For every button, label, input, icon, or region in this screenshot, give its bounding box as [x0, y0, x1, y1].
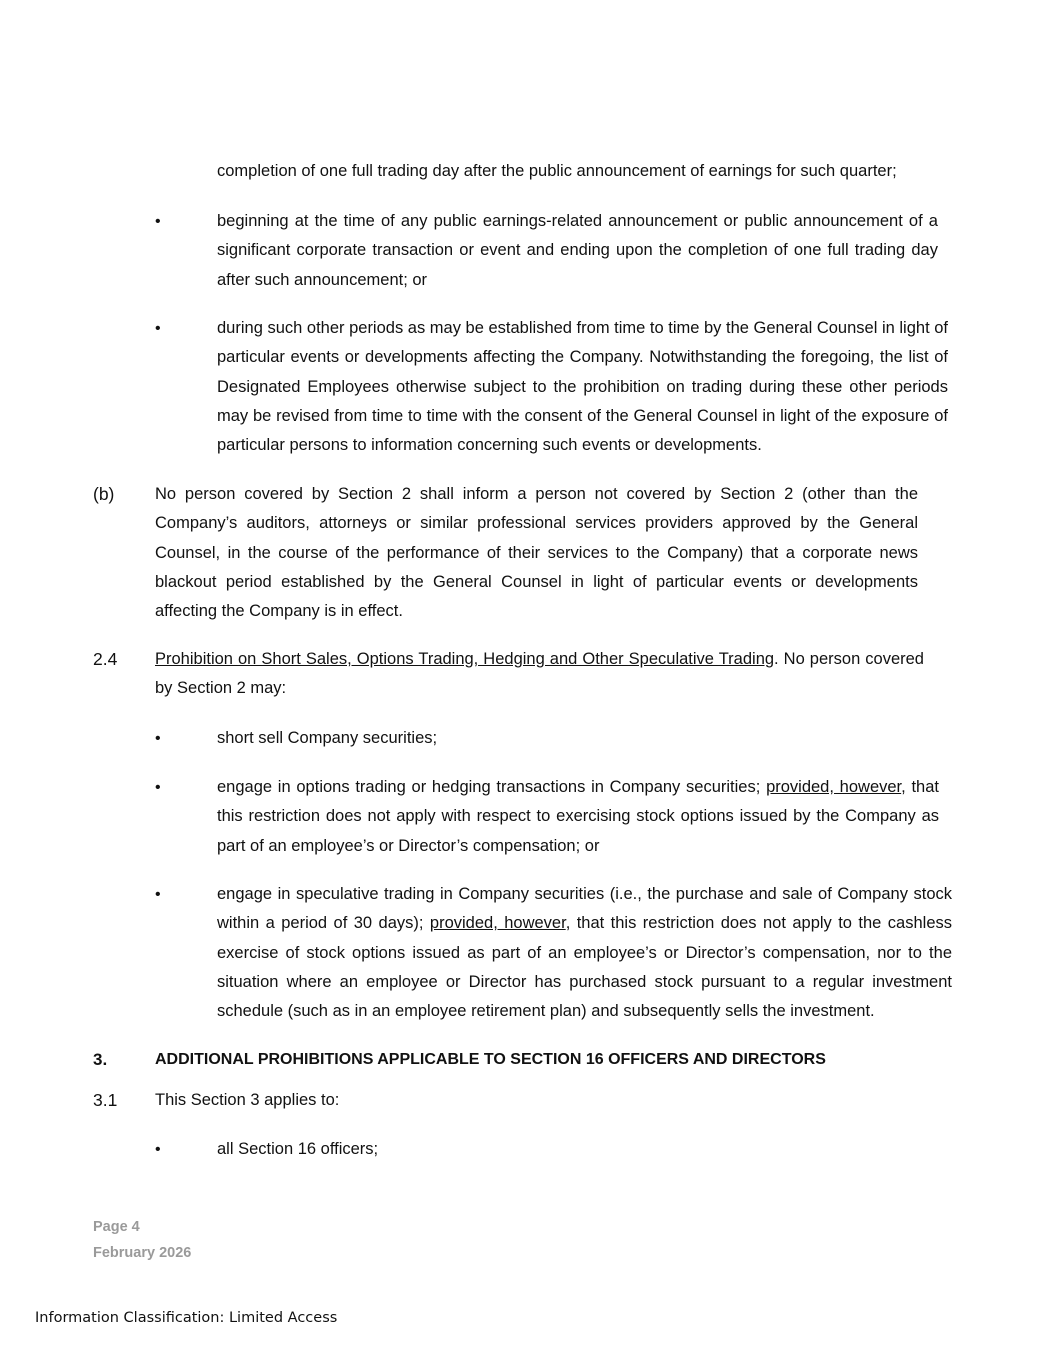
bullet-text: engage in options trading or hedging transactions in Company securities; [217, 778, 767, 796]
list-item [217, 880, 952, 1026]
footer-date: February 2026 [93, 1245, 192, 1261]
page-number: Page 4 [93, 1219, 140, 1235]
section-2-4-title: Prohibition on Short Sales, Options Trading, Hedging and Other Speculative Trading [155, 650, 775, 668]
section-number: 2.4 [93, 649, 118, 669]
bullet-icon: • [155, 730, 161, 747]
bullet-icon: • [155, 213, 161, 230]
bullet-icon: • [155, 320, 161, 337]
section-heading: ADDITIONAL PROHIBITIONS APPLICABLE TO SECTION 16 OFFICERS AND DIRECTORS [155, 1051, 826, 1068]
list-item: beginning at the time of any public earnings-related announcement or public announcement of a significant corporate transaction or event and ending upon the completion of one full trading day after such announcement; or [217, 212, 938, 289]
section-number: 3. [93, 1050, 108, 1069]
bullet-icon: • [155, 1141, 161, 1158]
section-b-text: No person covered by Section 2 shall inform a person not covered by Section 2 (other than the Company’s auditors, attorneys or similar professional services providers approved by the General Counsel, in the course of the performance of their services to the Company) that a corporate news blackout period established by the General Counsel in light of particular events or developments affecting the Company is in effect. [155, 485, 918, 621]
bullet-text: , that this restriction does not apply with respect to exercising stock options issued by the Company as part of an employee’s or Director’s compensation; or [217, 778, 939, 855]
section-2-4-text [155, 645, 924, 704]
section-2-4-intro: . No person covered by Section 2 may: [155, 650, 924, 698]
proviso-underlined: provided, however [429, 914, 566, 933]
bullet-text: , that this restriction does not apply to the cashless exercise of stock options issued as part of an employee’s or Director’s compensation, nor to the situation where an employee or Director has purchased stock pursuant to a regular investment schedule (such as in an employee retirement plan) and subsequently sells the investment. [217, 914, 952, 1021]
list-item [217, 773, 939, 861]
paragraph-continuation: completion of one full trading day after the public announcement of earnings for such quarter; [217, 162, 897, 180]
list-item: all Section 16 officers; [217, 1140, 379, 1158]
bullet-icon: • [155, 779, 161, 796]
list-item: during such other periods as may be established from time to time by the General Counsel in light of particular events or developments affecting the Company. Notwithstanding the foregoing, the list of Designated Employees otherwise subject to the prohibition on trading during these other periods may be revised from time to time with the consent of the General Counsel in light of the exposure of particular persons to information concerning such events or developments. [217, 319, 948, 455]
bullet-text: engage in speculative trading in Company securities (i.e., the purchase and sale of Company stock within a period of 30 days); [217, 885, 952, 933]
proviso-underlined: provided, however [766, 778, 902, 796]
section-number: 3.1 [93, 1090, 118, 1110]
bullet-icon: • [155, 886, 161, 903]
list-item: short sell Company securities; [217, 729, 438, 747]
section-3-1-text: This Section 3 applies to: [155, 1091, 340, 1109]
section-label: (b) [93, 484, 115, 504]
classification-label: Information Classification: Limited Access [35, 1310, 338, 1326]
